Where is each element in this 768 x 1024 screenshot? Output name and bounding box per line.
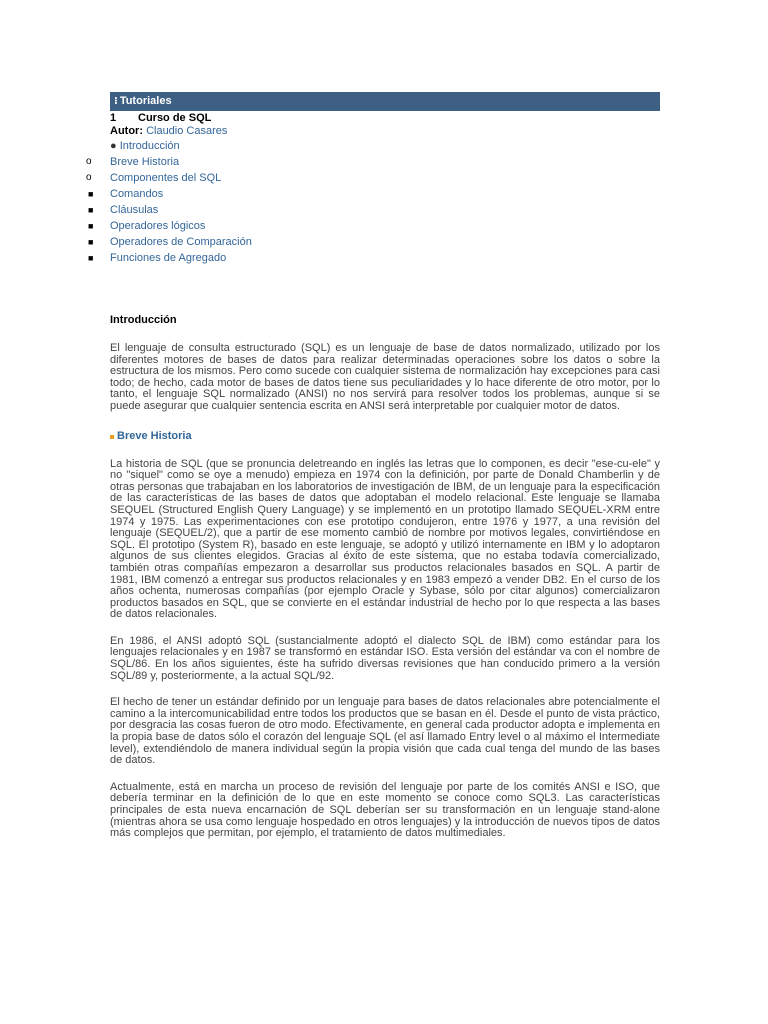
toc-item-aggregate-functions (88, 250, 660, 266)
square-bullet-icon: ■ (88, 221, 94, 231)
orange-bullet-icon (110, 435, 114, 439)
toc-link-comparison-operators[interactable]: Operadores de Comparación (110, 236, 252, 248)
toc-link-intro[interactable]: Introducción (119, 140, 180, 152)
toc-link-logical-operators[interactable]: Operadores lógicos (110, 220, 206, 232)
course-number: 1 (110, 112, 117, 124)
author-link[interactable]: Claudio Casares (146, 125, 228, 137)
tutorials-header-bar (110, 92, 660, 111)
course-title-line (110, 112, 660, 125)
toc-item-intro (86, 138, 660, 266)
square-bullet-icon: ■ (88, 237, 94, 247)
square-bullet-icon: ■ (88, 189, 94, 199)
bullet-icon: ● (110, 140, 117, 152)
history-paragraph-3: El hecho de tener un estándar definido por un lenguaje para bases de datos relacionales abre potencialmente el camino a la intercomunicabilidad entre todos los productos que se basan en él. Desde el punto de vista práctico, por desgracia las cosas fueron de otro modo. Efectivamente, en general cada productor adopta e implementa en la propia base de datos sólo el corazón del lenguaje SQL (el así llamado Entry level o al máximo el Intermediate level), extendiéndolo de manera individual según la propia visión que cada cual tenga del mundo de las bases de datos. (110, 696, 660, 767)
toc-item-commands (88, 186, 660, 202)
toc-item-clauses (88, 202, 660, 218)
course-title: Curso de SQL (138, 112, 212, 124)
history-paragraph-4: Actualmente, está en marcha un proceso de revisión del lenguaje por parte de los comités ANSI e ISO, que debería terminar en la definición de lo que en este momento se conoce como SQL3. Las características principales de esta nueva encarnación de SQL deberían ser su transformación en un lenguaje stand-alone (mientras ahora se usa como lenguaje hospedado en otros lenguajes) y la introducción de nuevos tipos de datos más complejos que permitan, por ejemplo, el tratamiento de datos multimediales. (110, 780, 660, 840)
toc-link-aggregate-functions[interactable]: Funciones de Agregado (110, 252, 227, 264)
intro-paragraph: El lenguaje de consulta estructurado (SQL) es un lenguaje de base de datos normalizado, utilizado por los diferentes motores de bases de datos para realizar determinadas operaciones sobre los datos o sobre la estructura de los mismos. Pero como sucede con cualquier sistema de normalización hay excepciones para casi todo; de hecho, cada motor de bases de datos tiene sus peculiaridades y lo hace diferente de otro motor, por lo tanto, el lenguaje SQL normalizado (ANSI) no nos servirá para resolver todos los problemas, aunque si se puede asegurar que cualquier sentencia escrita en ANSI será interpretable por cualquier motor de datos. (110, 342, 660, 412)
toc-link-components[interactable]: Componentes del SQL (110, 172, 222, 184)
square-bullet-icon: ■ (88, 205, 94, 215)
toc-item-comparison-operators (88, 234, 660, 250)
circle-bullet-icon: o (86, 156, 92, 167)
toc-link-clauses[interactable]: Cláusulas (110, 204, 159, 216)
toc-item-components (86, 170, 660, 266)
history-heading (110, 429, 660, 443)
history-paragraph-2: En 1986, el ANSI adoptó SQL (sustancialmente adoptó el dialecto SQL de IBM) como estándar para los lenguajes relacionales y en 1987 se transformó en estándar ISO. Esta versión del estándar va con el nombre de SQL/86. En los años siguientes, éste ha sufrido diversas revisiones que han conducido primero a la versión SQL/89 y, posteriormente, a la actual SQL/92. (110, 634, 660, 682)
toc-item-history (86, 154, 660, 170)
toc-sublist (86, 154, 660, 266)
toc-item-logical-operators (88, 218, 660, 234)
history-heading-text: Breve Historia (117, 429, 192, 442)
table-of-contents (86, 138, 660, 266)
tutorials-title: Tutoriales (119, 95, 172, 107)
document-page (86, 92, 660, 840)
author-line (110, 125, 660, 138)
dots-icon: ⁝ (114, 96, 117, 107)
intro-heading: Introducción (110, 314, 177, 326)
toc-link-commands[interactable]: Comandos (110, 188, 164, 200)
toc-components-sublist (88, 186, 660, 266)
toc-link-history[interactable]: Breve Historia (110, 156, 180, 168)
circle-bullet-icon: o (86, 172, 92, 183)
history-paragraph-1: La historia de SQL (que se pronuncia deletreando en inglés las letras que lo componen, es decir "ese-cu-ele" y no "siquel" como se oye a menudo) empieza en 1974 con la definición, por parte de Donald Chamberlin y de otras personas que trabajaban en los laboratorios de investigación de IBM, de un lenguaje para la especificación de las características de las bases de datos que adoptaban el modelo relacional. Este lenguaje se llamaba SEQUEL (Structured English Query Language) y se implementó en un prototipo llamado SEQUEL-XRM entre 1974 y 1975. Las experimentaciones con ese prototipo condujeron, entre 1976 y 1977, a una revisión del lenguaje (SEQUEL/2), que a partir de ese momento cambió de nombre por motivos legales, convirtiéndose en SQL. El prototipo (System R), basado en este lenguaje, se adoptó y utilizó internamente en IBM y lo adoptaron algunos de sus clientes elegidos. Gracias al éxito de este sistema, que no estaba todavía comercializado, también otras compañías empezaron a desarrollar sus productos relacionales basados en SQL. A partir de 1981, IBM comenzó a entregar sus productos relacionales y en 1983 empezó a vender DB2. En el curso de los años ochenta, numerosas compañías (por ejemplo Oracle y Sybase, sólo por citar algunos) comercializaron productos basados en SQL, que se convierte en el estándar industrial de hecho por lo que respecta a las bases de datos relacionales. (110, 457, 660, 621)
square-bullet-icon: ■ (88, 253, 94, 263)
author-label: Autor: (110, 125, 143, 137)
